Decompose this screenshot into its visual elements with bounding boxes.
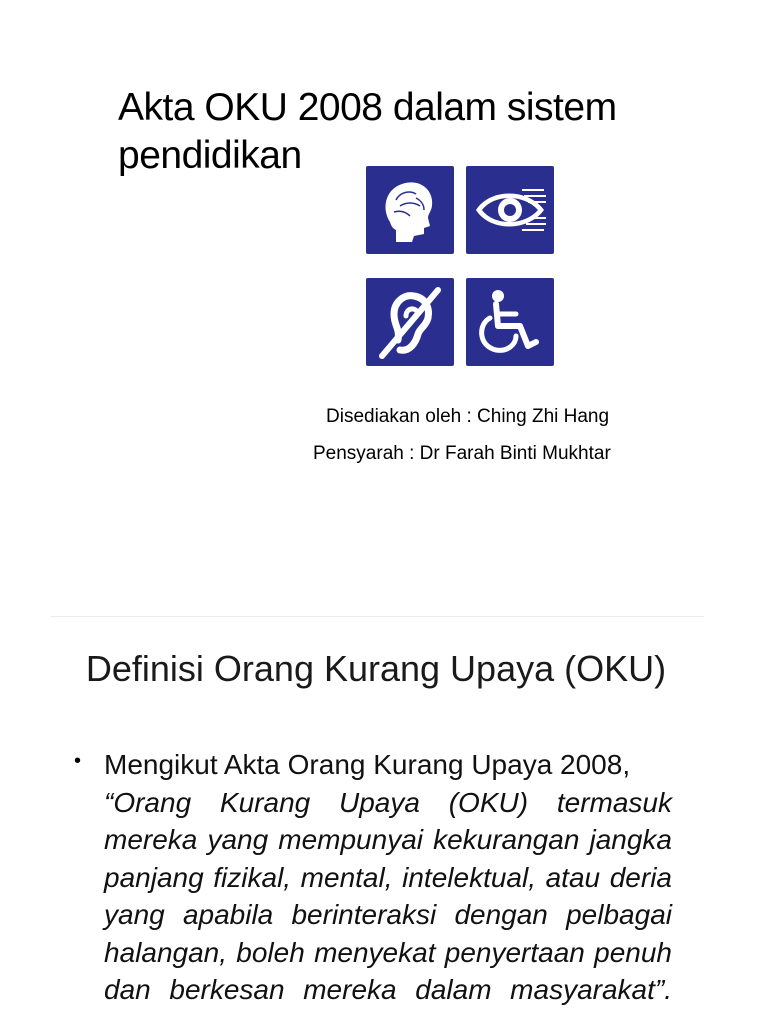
oku-definition-quote: “Orang Kurang Upaya (OKU) termasuk mereka yang mempunyai kekurangan jangka panjang fizikal, mental, intelektual, atau deria yang apabila berinteraksi dengan pelbagai halangan, boleh menyekat penyertaan penuh dan berkesan mereka dalam masyarakat”. bbox=[104, 786, 672, 1005]
slide-divider bbox=[50, 616, 704, 617]
bullet-intro: Mengikut Akta Orang Kurang Upaya 2008, bbox=[104, 749, 631, 780]
disability-icon-grid bbox=[366, 166, 554, 368]
slide-title: Akta OKU 2008 dalam sistem pendidikan bbox=[118, 86, 617, 177]
hearing-impaired-icon bbox=[366, 278, 454, 366]
prepared-by-text: Disediakan oleh : Ching Zhi Hang bbox=[326, 406, 610, 427]
lecturer-text: Pensyarah : Dr Farah Binti Mukhtar bbox=[313, 443, 611, 464]
bullet-marker: • bbox=[74, 750, 82, 772]
wheelchair-icon bbox=[466, 278, 554, 366]
slide-title: Definisi Orang Kurang Upaya (OKU) bbox=[85, 648, 667, 689]
eye-icon bbox=[466, 166, 554, 254]
head-profile-icon bbox=[366, 166, 454, 254]
bullet-text bbox=[104, 746, 672, 1009]
slide-2 bbox=[0, 618, 768, 1024]
